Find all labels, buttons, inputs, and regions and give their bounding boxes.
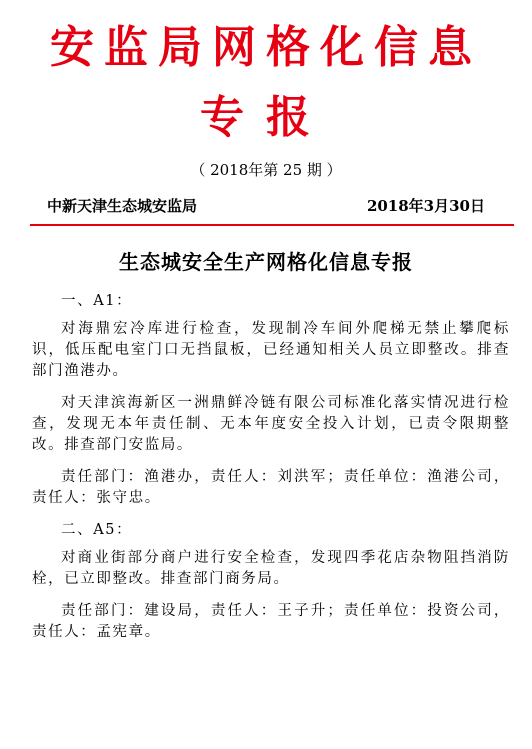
body-paragraph: 对天津滨海新区一洲鼎鲜冷链有限公司标准化落实情况进行检查，发现无本年责任制、无本年度安全投入计划，已责令限期整改。排查部门安监局。 (32, 395, 510, 453)
masthead-title: 安监局网格化信息 (50, 22, 482, 73)
masthead-subtitle: 专报 (200, 92, 332, 143)
body-paragraph: 对商业街部分商户进行安全检查，发现四季花店杂物阻挡消防栓，已立即整改。排查部门商务局。 (32, 550, 510, 587)
responsibility-paragraph: 责任部门：建设局，责任人：王子升；责任单位：投资公司，责任人：孟宪章。 (32, 603, 510, 640)
document-title: 生态城安全生产网格化信息专报 (119, 250, 413, 274)
section-heading: 二、A5： (61, 522, 133, 538)
issue-date: 2018年3月30日 (366, 197, 485, 215)
document-body (32, 291, 510, 654)
responsibility-paragraph: 责任部门：渔港办，责任人：刘洪军；责任单位：渔港公司，责任人：张守忠。 (32, 469, 510, 506)
issuer: 中新天津生态城安监局 (47, 197, 198, 215)
body-paragraph: 对海鼎宏冷库进行检查，发现制冷车间外爬梯无禁止攀爬标识，低压配电室门口无挡鼠板，已经通知相关人员立即整改。排查部门渔港办。 (32, 321, 510, 379)
issue-number: （ 2018年第 25 期 ） (190, 161, 342, 179)
issuer-date-row (47, 196, 485, 216)
red-divider (30, 224, 514, 226)
section-heading: 一、A1： (61, 293, 133, 309)
